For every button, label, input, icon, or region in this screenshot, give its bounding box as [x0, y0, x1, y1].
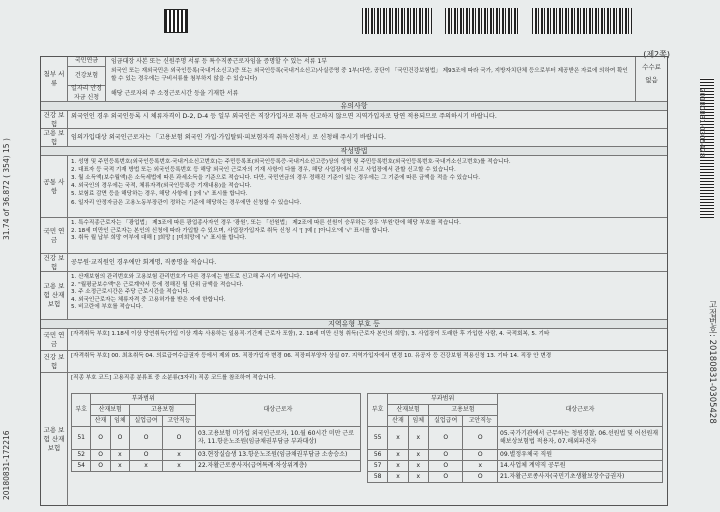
col-range: 부과범위 — [388, 394, 498, 405]
row-val: O — [91, 427, 110, 450]
guide-health-row — [41, 253, 667, 271]
row-val: O — [428, 461, 463, 472]
guide-common-item: 2. 대표자 등 국적 기재 방법 또는 외국인등록번호 등 해당 외국인 근로자의 기재 사항이 다를 경우, 해당 사업장에서 신고 사업장에서 관할 신고할 수 있습니다. — [71, 167, 456, 174]
row-target: 05.국가기관에서 근무하는 청원경찰, 06.선원법 및 어선원재해보상보험법 적용자, 07.해외파견자 — [498, 427, 663, 450]
guide-employ-label: 고용 보험 산재 보험 — [41, 272, 68, 319]
row-val: x — [388, 472, 408, 483]
right-small-number: 20180831-0305428 — [698, 88, 706, 158]
col-goyong-2: 고안직능 — [163, 416, 196, 427]
guide-common-item: 1. 성명 및 주민등록번호(외국인등록번호·국내거소신고번호)는 주민등록표(외국인등록증·국내거소신고증)상의 성명 및 주민등록번호(외국인등록번호·국내거소신고번호)를 적습니다. — [71, 159, 511, 165]
row-code: 55 — [368, 427, 388, 450]
row-val: O — [428, 450, 463, 461]
guide-common-row — [41, 155, 667, 217]
fee-box — [635, 57, 667, 101]
codes-table-right — [367, 393, 663, 483]
attach-head-job: 일자리 안정 자금 신청 — [68, 86, 106, 101]
table-row — [368, 461, 663, 472]
row-code: 52 — [72, 450, 91, 461]
codes-pension-label: 국민 연금 — [41, 329, 68, 350]
table-row — [72, 461, 361, 472]
receipt-number: 고접번호: 20180831-0305428 — [707, 300, 717, 424]
table-row — [72, 450, 361, 461]
guide-employ-item: 4. 외국인근로자는 체류자격 중 고용허가를 받은 자에 한합니다. — [71, 296, 226, 303]
col-sanjae-2: 임체 — [110, 416, 129, 427]
row-val: x — [388, 450, 408, 461]
table-row — [368, 427, 663, 450]
attachments-section — [41, 57, 667, 101]
row-val: x — [130, 461, 163, 472]
codes-employ-row — [41, 372, 667, 506]
fee-label: 수수료 — [642, 63, 661, 71]
guide-health-text: 공무원·교직원인 경우에만 회계명, 직종명을 적습니다. — [71, 259, 217, 266]
col-goyong-1: 실업급여 — [130, 416, 163, 427]
row-code: 54 — [72, 461, 91, 472]
row-val: x — [110, 450, 129, 461]
row-target: 09.별정우체국 직원 — [498, 450, 663, 461]
col-goyong: 고용보험 — [130, 405, 196, 416]
left-top-text: 20180831-172216 — [2, 430, 11, 500]
row-val: O — [463, 472, 498, 483]
attach-head-pension: 국민연금 — [68, 57, 106, 67]
col-goyong-1: 실업급여 — [428, 416, 463, 427]
guide-pension-row — [41, 217, 667, 253]
col-sanjae: 산재보험 — [388, 405, 429, 416]
row-code: 56 — [368, 450, 388, 461]
row-val: O — [428, 427, 463, 450]
codes-title: 지역유형 부호 등 — [41, 319, 667, 328]
barcode-3 — [532, 8, 632, 34]
guide-employ-items — [71, 274, 663, 312]
form-sheet — [40, 56, 668, 506]
guide-employ-item: 3. 주 소정근로시간은 주당 근로시간을 적습니다. — [71, 289, 190, 296]
col-code: 부호 — [368, 394, 388, 427]
row-target: 14.사업체 계약직 공무원 — [498, 461, 663, 472]
codes-health-label: 건강 보험 — [41, 351, 68, 372]
row-val: O — [463, 450, 498, 461]
guide-pension-label: 국민 연금 — [41, 218, 68, 253]
notice-health-label: 건강 보험 — [41, 111, 68, 128]
table-row — [368, 472, 663, 483]
guide-pension-item: 2. 18세 미만인 근로자는 본인의 신청에 따라 가입할 수 있으며, 사업장가입자로 취득 신청 시 '[ ]예 [ ]아니오'에 '√' 표시를 합니다. — [71, 227, 390, 234]
codes-employ-label: 고용 보험 산재 보험 — [41, 373, 68, 506]
notice-title: 유의사항 — [41, 101, 667, 110]
guide-common-item: 5. 보험료 감면 등을 해당하는 경우, 해당 사항에 [ ]에 '√' 표시를 합니다. — [71, 191, 248, 198]
barcode-1 — [362, 8, 432, 34]
guide-common-items — [71, 158, 663, 207]
codes-table-left — [71, 393, 361, 472]
form-page-number: (제2쪽) — [643, 50, 670, 59]
notice-employ-label: 고용 보험 — [41, 129, 68, 146]
row-val: x — [408, 472, 428, 483]
col-goyong-2: 고안직능 — [463, 416, 498, 427]
row-code: 51 — [72, 427, 91, 450]
guide-pension-item: 3. 취득 월 납부 희망 여부에 대해 [ ]희망 [ ]미희망에 '√' 표시를 합니다. — [71, 235, 247, 242]
attach-text-pension: 임금대장 사본 또는 신원주명 서류 등 특수직종근로자임을 증명할 수 있는 서류 1부 — [111, 58, 328, 65]
guide-employ-item: 2. "월평균보수액"은 근로계약서 등에 정해진 월 단위 금액을 적습니다. — [71, 281, 244, 288]
notice-employ-row — [41, 128, 667, 146]
col-sanjae-2: 임체 — [408, 416, 428, 427]
row-target: 22.자활근로종사자(급여특례·차상위계층) — [196, 461, 361, 472]
row-target: 21.자활근로종사자(국민기초생활보장수급권자) — [498, 472, 663, 483]
attach-head-health: 건강보험 — [68, 67, 106, 86]
row-val: O — [130, 427, 163, 450]
codes-health-text: [자격취득 부호] 00. 최초취득 04. 의료급여수급권자 등에서 제외 05. 직장가입자 변경 06. 직장피부양자 상실 07. 지역가입자에서 변경 10. 유공자 등 건강보험 적용신청 13. 기타 14. 직장 안 변경 — [71, 353, 552, 359]
guide-title: 작성방법 — [41, 146, 667, 155]
row-val: x — [408, 450, 428, 461]
col-target: 대상근로자 — [196, 394, 361, 427]
row-val: O — [91, 461, 110, 472]
guide-common-item: 6. 일자리 안정자금은 고용노동부장관이 정하는 기준에 해당하는 경우에만 신청할 수 있습니다. — [71, 199, 302, 206]
guide-common-label: 공통 사항 — [41, 156, 68, 217]
guide-employ-row — [41, 271, 667, 319]
row-val: O — [463, 427, 498, 450]
barcode-2 — [445, 8, 520, 34]
row-val: x — [408, 427, 428, 450]
col-sanjae-1: 산재 — [91, 416, 110, 427]
guide-common-item: 3. 월 소득액(보수월액)은 소득세법에 따른 과세소득을 기준으로 적습니다. 다만, 국민연금의 경우 정해진 기준이 있는 경우에는 그 기준에 따른 금액을 적을 수 있습니다. — [71, 175, 481, 182]
row-val: O — [91, 450, 110, 461]
row-val: O — [130, 450, 163, 461]
row-val: x — [388, 461, 408, 472]
row-val: O — [163, 427, 196, 450]
guide-pension-items — [71, 220, 663, 243]
attach-text-health: 외국인 또는 재외국민은 외국인등록(국내거소신고)증 또는 외국인등록(국내거소신고)사실증명 중 1부(다만, 공단이 「국민건강보험법」 제93조에 따라 국가, 지방자치단체 등으로부터 제공받은 자료에 의하여 확인할 수 있는 경우에는 구비서류를 첨부하지 않을 수 있습니다) — [111, 68, 628, 82]
left-bottom-text: 31.74 of 36.872 ( 354) 15 ) — [2, 138, 11, 240]
row-val: x — [463, 461, 498, 472]
qr-code — [165, 10, 187, 32]
row-val: x — [388, 427, 408, 450]
col-sanjae-1: 산재 — [388, 416, 408, 427]
col-goyong: 고용보험 — [428, 405, 497, 416]
codes-pension-row — [41, 328, 667, 350]
col-range: 부과범위 — [91, 394, 196, 405]
row-val: x — [110, 461, 129, 472]
notice-employ-text: 임의가입대상 외국인근로자는 「고용보험 외국인 가입·가입탈퇴·피보험자격 취득신청서」로 신청해 주시기 바랍니다. — [71, 134, 386, 141]
guide-common-item: 4. 외국인의 경우에는 국적, 체류자격(외국인등록증 기재내용)을 적습니다. — [71, 183, 252, 190]
notice-health-text: 외국인인 경우 외국인등록 시 체류자격이 D-2, D-4 등 일부 외국인은 직장가입자로 취득 신고하지 않으면 지역가입자로 당연 적용되므로 주의하시기 바랍니다. — [71, 113, 497, 120]
table-row — [368, 450, 663, 461]
fee-value: 없음 — [645, 75, 658, 84]
row-target: 03.고용보험 미가입 외국인근로자, 10.월 60시간 미만 근로자, 11.항운노조원(임금채권부담금 부과대상) — [196, 427, 361, 450]
guide-employ-item: 1. 산재보험의 관리번호와 고용보험 관리번호가 다른 경우에는 별도로 신고해 주시기 바랍니다. — [71, 274, 302, 280]
row-code: 58 — [368, 472, 388, 483]
attachments-label: 첨부 서류 — [41, 57, 68, 101]
row-val: O — [110, 427, 129, 450]
table-row — [72, 427, 361, 450]
row-target: 03.현장실습생 13.항운노조원(임금채권부담금 소송승소) — [196, 450, 361, 461]
notice-health-row — [41, 110, 667, 128]
attach-text-job: 해당 근로자의 주 소정근로시간 등을 기재한 서류 — [111, 90, 239, 97]
row-val: O — [428, 472, 463, 483]
guide-health-label: 건강 보험 — [41, 254, 68, 271]
left-margin-print — [2, 60, 18, 500]
col-sanjae: 산재보험 — [91, 405, 130, 416]
codes-employ-text: [직종 부호 코드] 고용직종 분류표 중 소분류(3자리) 직종 코드를 참조하여 적습니다. — [71, 375, 276, 381]
codes-pension-text: [자격취득 부호] 1.18세 이상 당연취득(가입 이상 계속 사용하는 일용직·기간제 근로자 포함), 2. 18세 미만 신청 취득(근로자 본인의 희망), 3. 사업장이 도래한 후 가입한 사람, 4. 국적회복, 5. 기타 — [71, 331, 550, 337]
col-target: 대상근로자 — [498, 394, 663, 427]
row-val: x — [163, 450, 196, 461]
row-val: x — [408, 461, 428, 472]
col-code: 부호 — [72, 394, 91, 427]
guide-employ-item: 5. 비고란에 부호를 적습니다. — [71, 304, 143, 311]
row-val: x — [163, 461, 196, 472]
guide-pension-item: 1. 특수직종근로자는 「광업법」 제3조에 따른 광업종사자인 경우 '광원', 또는 「선원법」 제2조에 따른 선원이 승무하는 경우 '부원'란에 해당 부호를 적습니다. — [71, 220, 461, 226]
row-code: 57 — [368, 461, 388, 472]
codes-health-row — [41, 350, 667, 372]
